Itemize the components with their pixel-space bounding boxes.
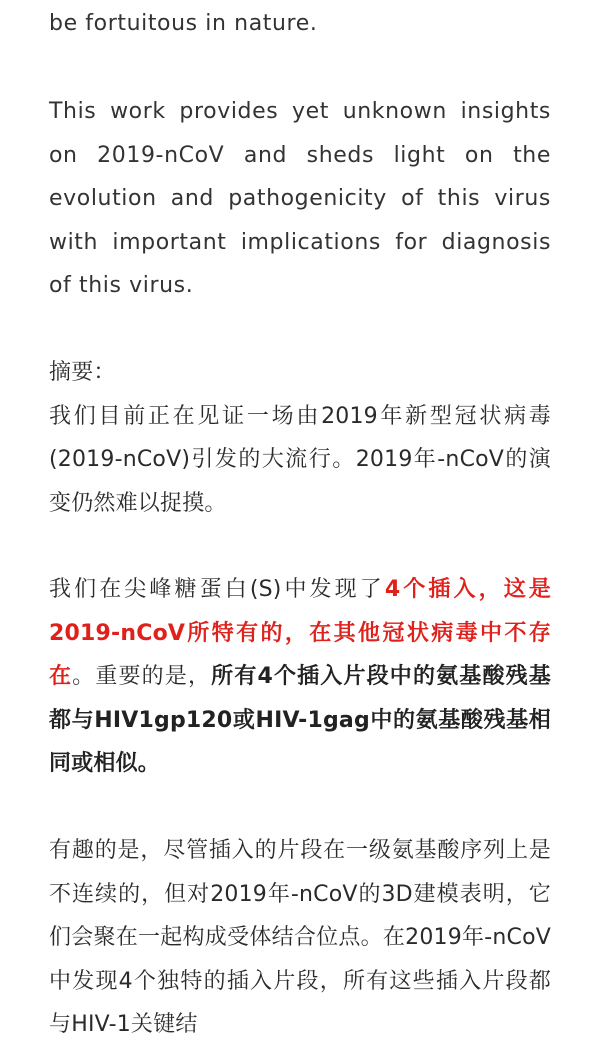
paragraph-english-tail: be fortuitous in nature. xyxy=(49,11,318,36)
insertions-highlight-red: 4个插入，这是2019-nCoV所特有的，在其他冠状病毒中不存在 xyxy=(49,577,551,689)
abstract-label: 摘要： xyxy=(49,360,116,385)
insertions-transition: 。重要的是， xyxy=(72,664,212,689)
paragraph-abstract xyxy=(49,351,551,525)
abstract-text: 我们目前正在见证一场由2019年新型冠状病毒(2019-nCoV)引发的大流行。2019年-nCoV的演变仍然难以捉摸。 xyxy=(49,403,551,516)
paragraph-insertions xyxy=(49,568,551,786)
insertions-intro: 我们在尖峰糖蛋白(S)中发现了 xyxy=(49,577,385,602)
insertions-highlight-bold: 所有4个插入片段中的氨基酸残基都与HIV1gp120或HIV-1gag中的氨基酸残基相同或相似。 xyxy=(49,664,552,776)
paragraph-3d-modeling: 有趣的是，尽管插入的片段在一级氨基酸序列上是不连续的，但对2019年-nCoV的3D建模表明，它们会聚在一起构成受体结合位点。在2019年-nCoV中发现4个独特的插入片段，所有这些插入片段都与HIV-1关键结 xyxy=(49,838,551,1037)
paragraph-english-summary: This work provides yet unknown insights on 2019-nCoV and sheds light on the evolution and pathogenicity of this virus with important implications for diagnosis of this virus. xyxy=(49,99,551,298)
